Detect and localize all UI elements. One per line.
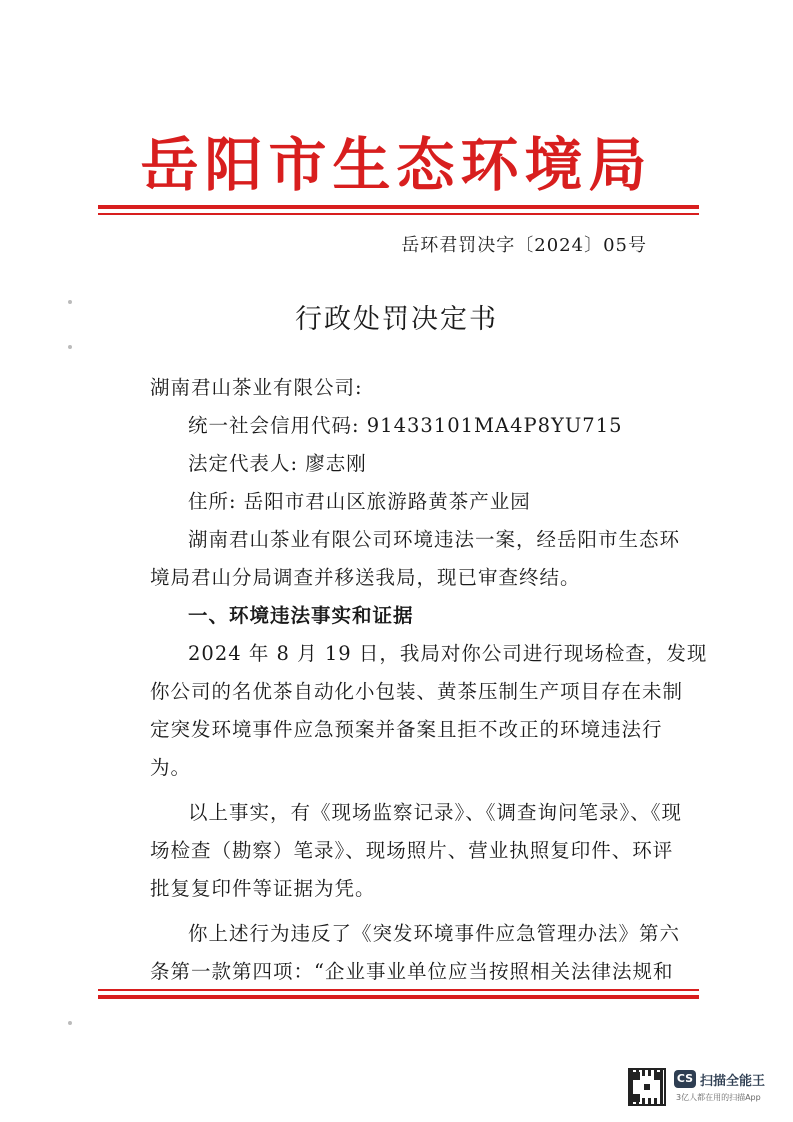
footer-rule-thick [98, 995, 699, 999]
fact-line-1: 2024 年 8 月 19 日，我局对你公司进行现场检查，发现 [188, 642, 708, 665]
document-number: 岳环君罚决字〔2024〕05号 [401, 235, 647, 256]
fact-line-2: 你公司的名优茶自动化小包装、黄茶压制生产项目存在未制 [150, 680, 684, 703]
document-title: 行政处罚决定书 [295, 304, 498, 335]
fact-line-4: 为。 [150, 756, 192, 779]
footer-rule-thin [98, 989, 699, 991]
recipient: 湖南君山茶业有限公司: [150, 376, 363, 399]
fact-line-3: 定突发环境事件应急预案并备案且拒不改正的环境违法行 [150, 718, 663, 741]
header-rule-thick [98, 205, 699, 209]
credit-code: 统一社会信用代码: 91433101MA4P8YU715 [188, 414, 623, 437]
intro-line-2: 境局君山分局调查并移送我局，现已审查终结。 [150, 566, 581, 589]
section-heading-facts: 一、环境违法事实和证据 [188, 604, 414, 627]
evidence-line-1: 以上事实，有《现场监察记录》、《调查询问笔录》、《现 [188, 801, 683, 824]
scanner-app-name: 扫描全能王 [700, 1074, 766, 1089]
qr-code-icon [628, 1068, 666, 1106]
violation-line-1: 你上述行为违反了《突发环境事件应急管理办法》第六 [188, 922, 681, 945]
binding-speck [68, 345, 72, 349]
scanner-watermark [628, 1066, 778, 1110]
intro-line-1: 湖南君山茶业有限公司环境违法一案，经岳阳市生态环 [188, 528, 681, 551]
agency-masthead: 岳阳市生态环境局 [140, 131, 653, 199]
violation-line-2: 条第一款第四项：“企业事业单位应当按照相关法律法规和 [150, 960, 674, 983]
evidence-line-2: 场检查（勘察）笔录》、现场照片、营业执照复印件、环评 [150, 839, 674, 862]
legal-representative: 法定代表人: 廖志刚 [188, 452, 367, 475]
evidence-line-3: 批复复印件等证据为凭。 [150, 877, 376, 900]
binding-speck [68, 1021, 72, 1025]
camscanner-logo-icon: CS [674, 1070, 696, 1088]
header-rule-thin [98, 213, 699, 215]
address: 住所: 岳阳市君山区旅游路黄茶产业园 [188, 490, 531, 513]
scanner-tagline: 3亿人都在用的扫描App [676, 1093, 761, 1102]
binding-speck [68, 300, 72, 304]
